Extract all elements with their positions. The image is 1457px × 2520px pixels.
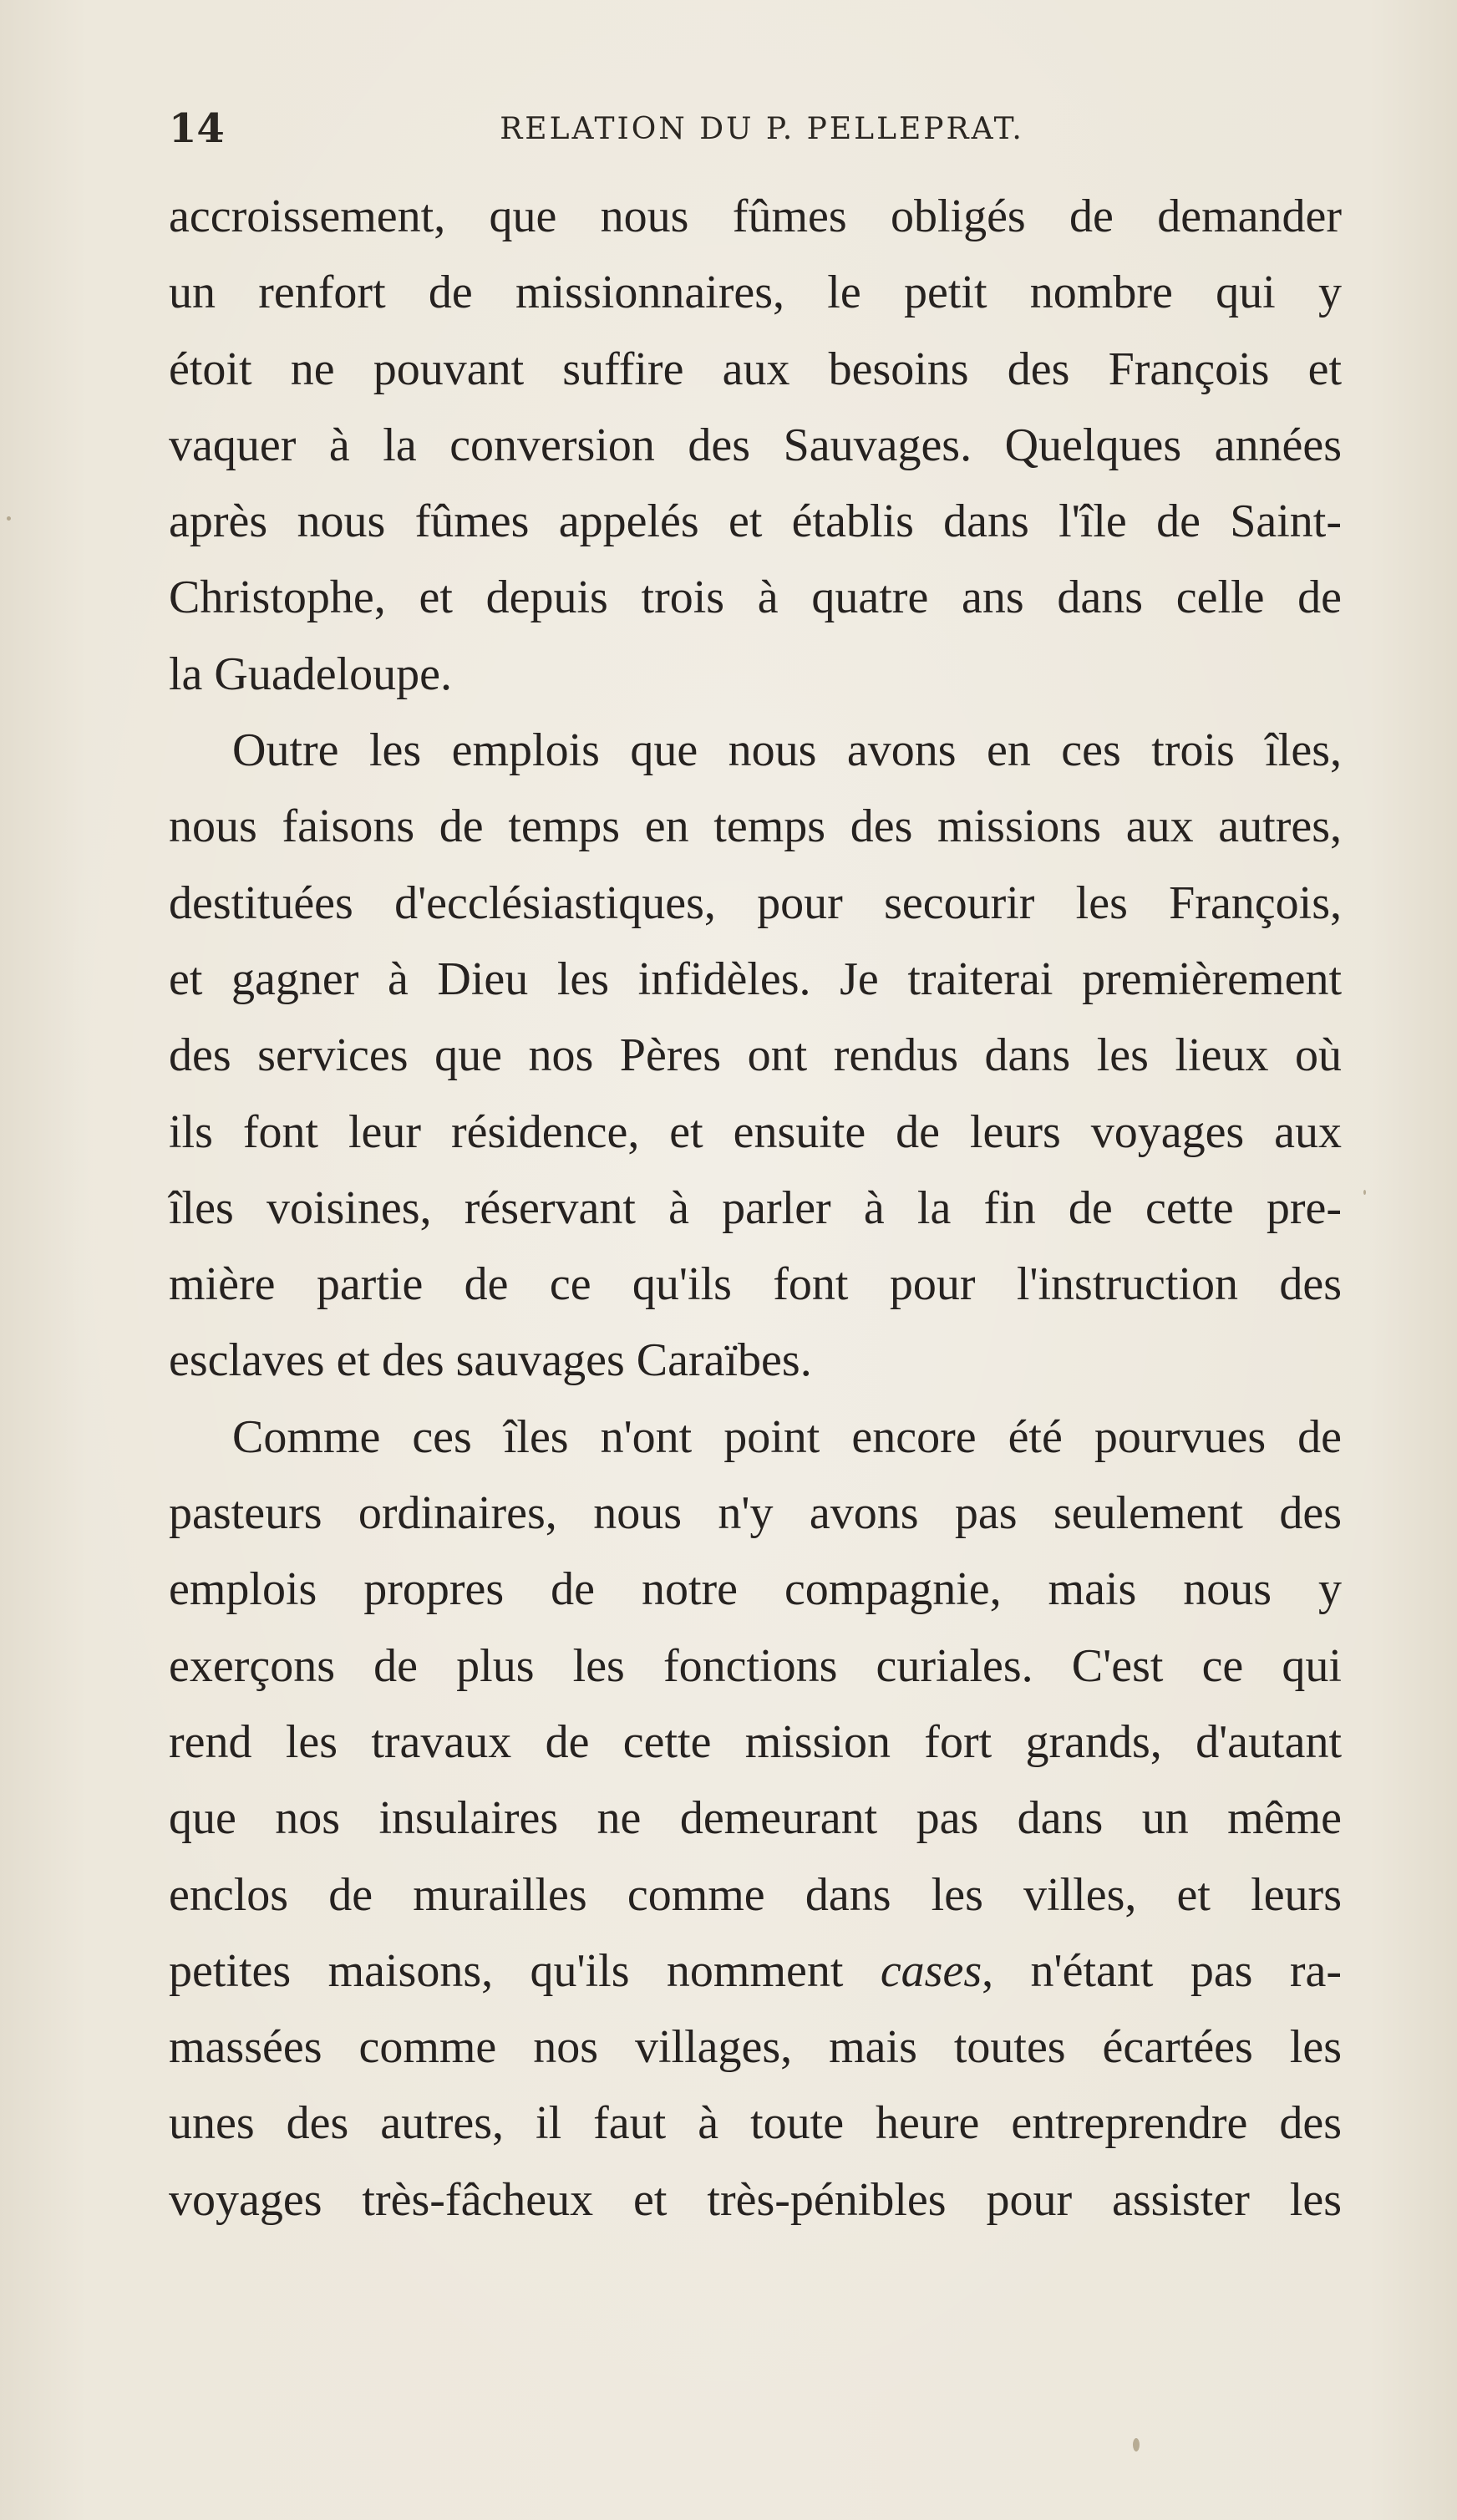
text-segment: , n'étant pas ra-: [982, 1944, 1343, 1997]
text-line: la Guadeloupe.: [169, 648, 452, 700]
text-line: accroissement, que nous fûmes obligés de demander: [169, 191, 1342, 242]
text-line: [169, 1933, 1342, 2009]
running-title: RELATION DU P. PELLEPRAT.: [500, 112, 1024, 146]
text-line: voyages très-fâcheux et très-pénibles pour assister les: [169, 2173, 1342, 2226]
text-line: un renfort de missionnaires, le petit nombre qui y: [169, 267, 1342, 319]
body-text: [169, 179, 1342, 2238]
text-line: rend les travaux de cette mission fort grands, d'autant: [169, 1715, 1342, 1768]
page-number: 14: [169, 105, 225, 152]
text-line: emplois propres de notre compagnie, mais nous y: [169, 1563, 1342, 1616]
text-line: Christophe, et depuis trois à quatre ans dans celle de: [169, 572, 1342, 624]
text-line: destituées d'ecclésiastiques, pour secourir les François,: [169, 876, 1342, 929]
text-line: îles voisines, réservant à parler à la fin de cette pre-: [169, 1181, 1342, 1234]
text-line: Comme ces îles n'ont point encore été pourvues de: [232, 1410, 1342, 1463]
text-line: après nous fûmes appelés et établis dans l'île de Saint-: [169, 495, 1342, 548]
text-line: pasteurs ordinaires, nous n'y avons pas seulement des: [169, 1487, 1342, 1540]
text-segment: petites maisons, qu'ils nomment: [169, 1944, 881, 1997]
text-line: enclos de murailles comme dans les villes, et leurs: [169, 1868, 1342, 1921]
text-line: ils font leur résidence, et ensuite de leurs voyages aux: [169, 1105, 1342, 1158]
text-line: Outre les emplois que nous avons en ces trois îles,: [232, 724, 1342, 777]
text-line: unes des autres, il faut à toute heure entreprendre des: [169, 2097, 1342, 2150]
text-line: vaquer à la conversion des Sauvages. Quelques années: [169, 419, 1342, 471]
text-line: des services que nos Pères ont rendus dans les lieux où: [169, 1029, 1342, 1082]
text-line: exerçons de plus les fonctions curiales. C'est ce qui: [169, 1639, 1342, 1692]
text-line: mière partie de ce qu'ils font pour l'instruction des: [169, 1258, 1342, 1311]
paper-speck: [1363, 1190, 1366, 1195]
text-line: étoit ne pouvant suffire aux besoins des François et: [169, 343, 1342, 395]
paper-speck: [1133, 2438, 1140, 2451]
text-line: esclaves et des sauvages Caraïbes.: [169, 1334, 812, 1387]
italic-term: cases: [880, 1944, 982, 1997]
running-head: [169, 104, 1355, 154]
text-line: nous faisons de temps en temps des missions aux autres,: [169, 800, 1342, 853]
paper-speck: [7, 516, 11, 521]
text-line: que nos insulaires ne demeurant pas dans un même: [169, 1792, 1342, 1845]
text-line: massées comme nos villages, mais toutes écartées les: [169, 2021, 1342, 2074]
text-line: et gagner à Dieu les infidèles. Je traiterai premièrement: [169, 953, 1342, 1005]
